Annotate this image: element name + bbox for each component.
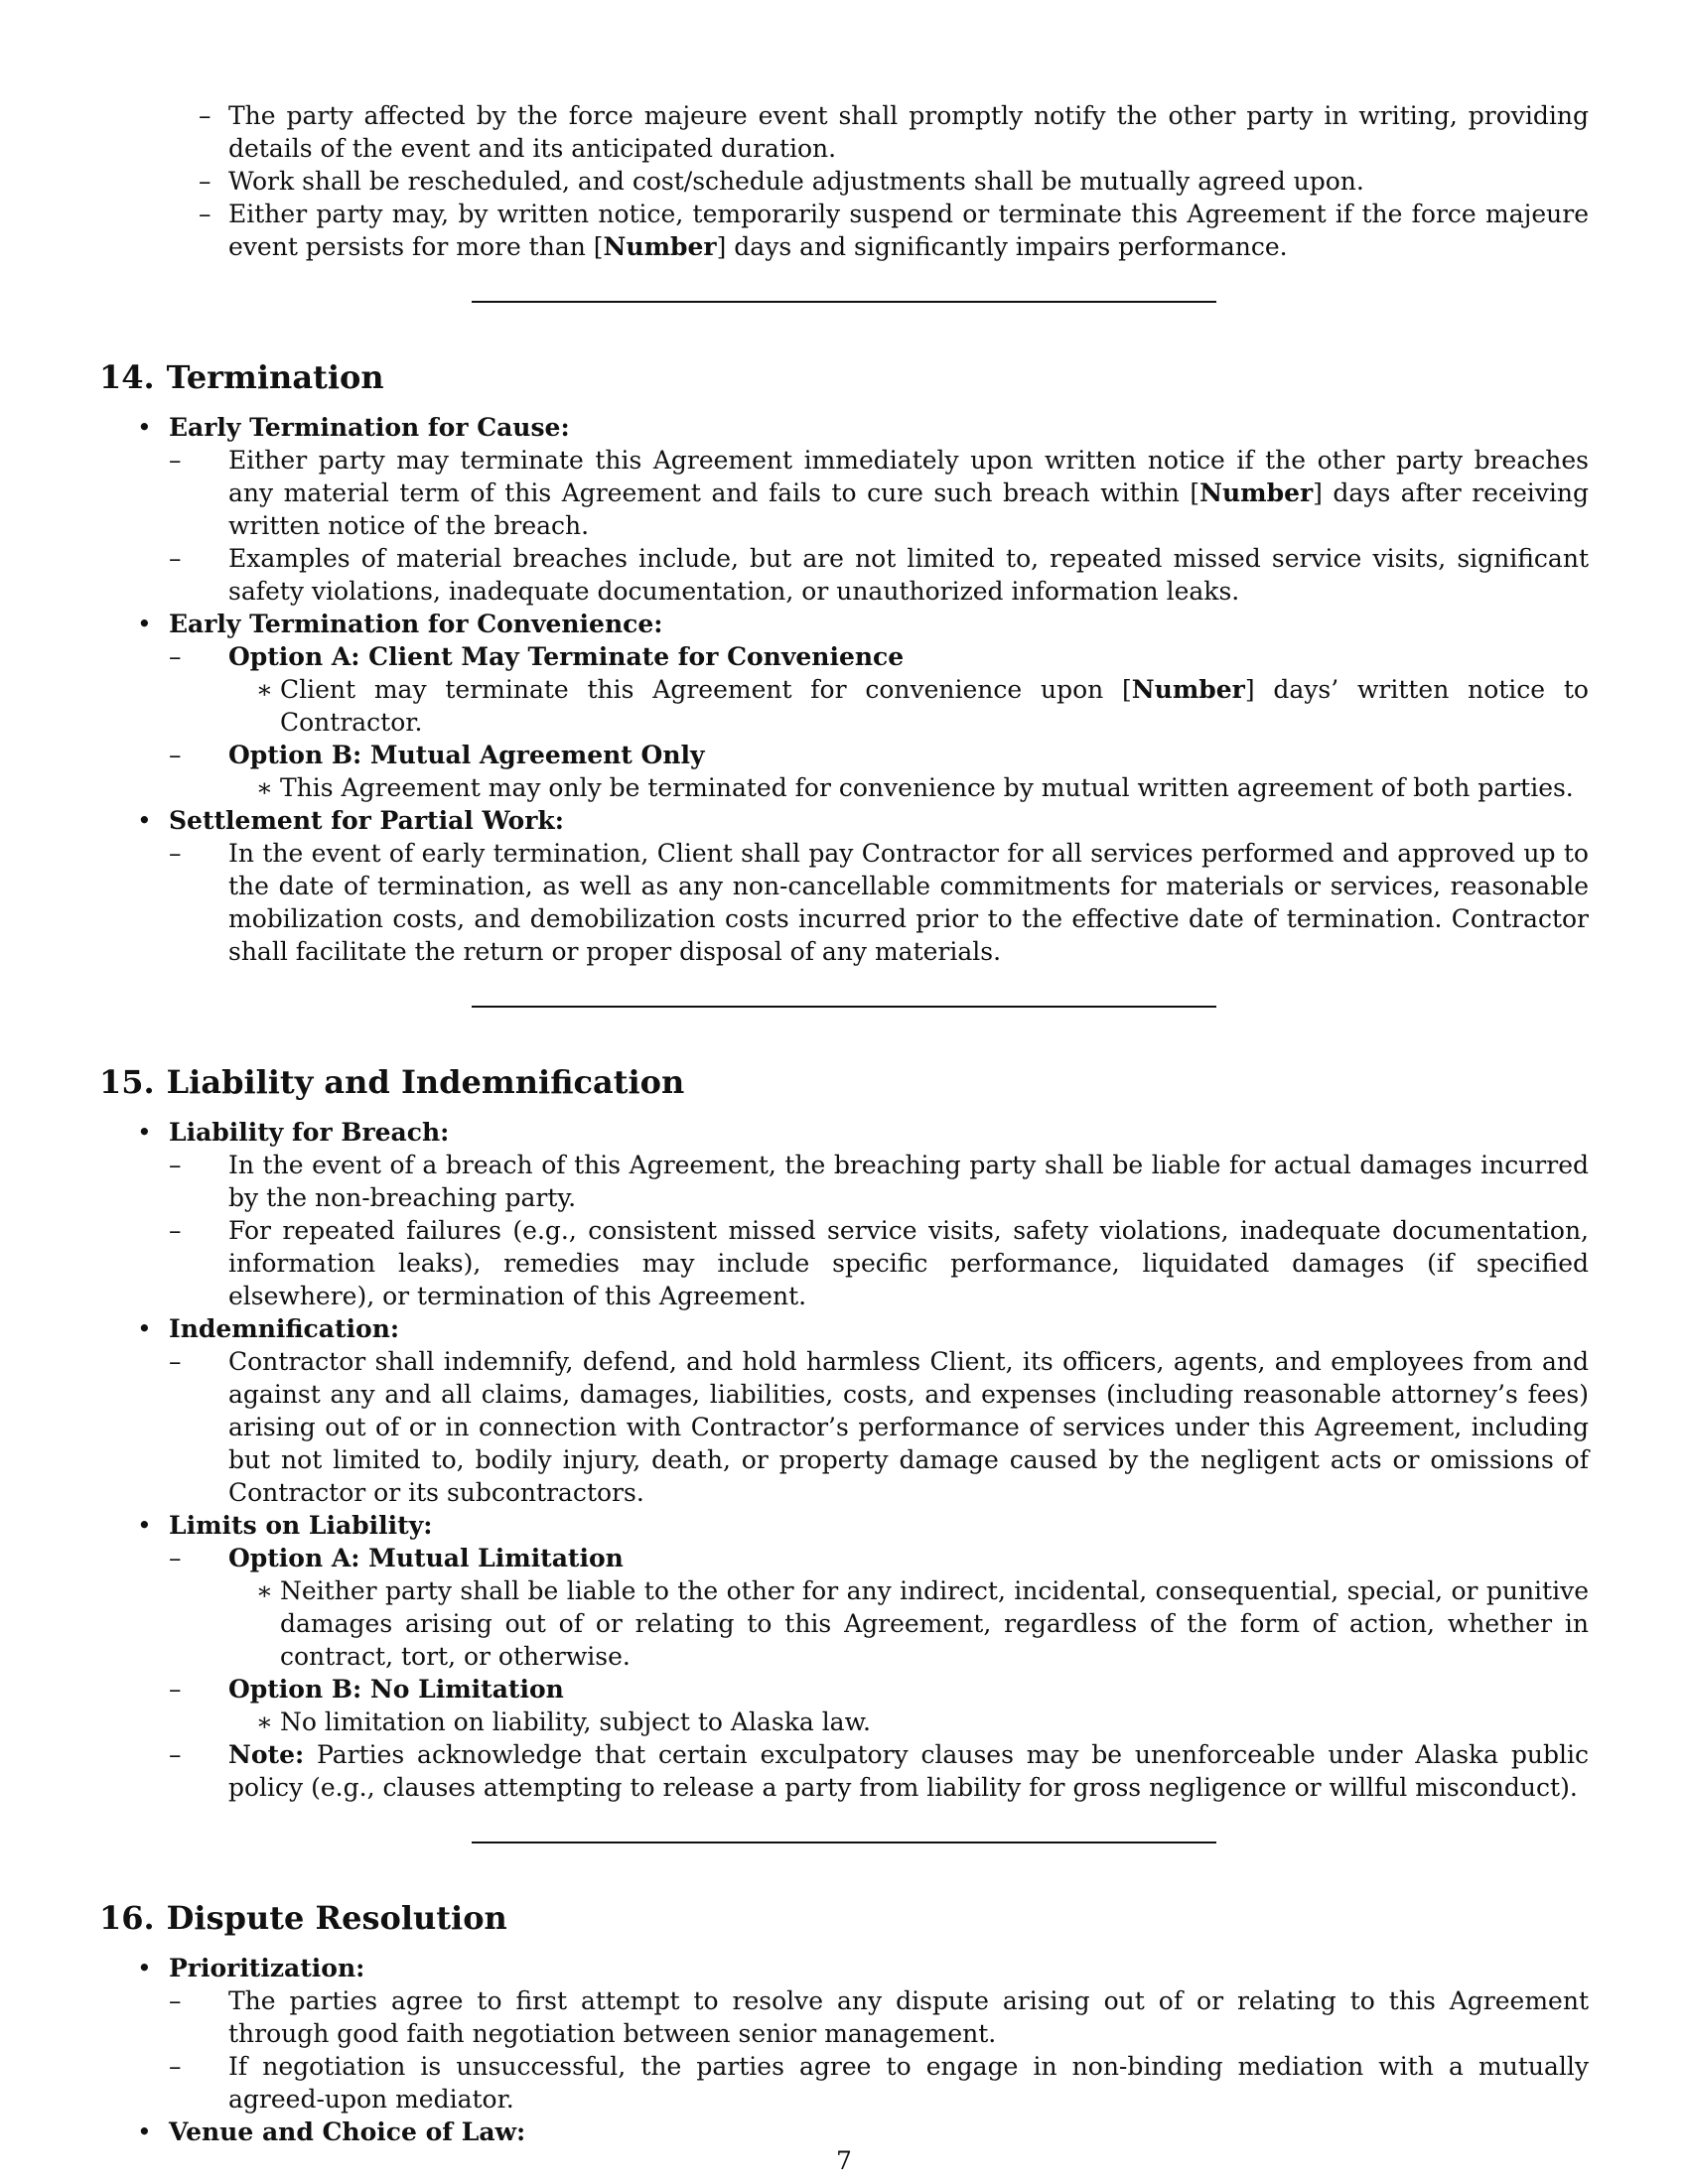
placeholder-number: Number [603,232,717,261]
list-item-text: ] days and significantly impairs performance. [716,232,1288,261]
item-label: Liability for Breach: [169,1118,450,1147]
section-divider [472,1842,1216,1843]
list-item [169,640,1589,739]
list-item-text: For repeated failures (e.g., consistent missed service visits, safety violations, inadequate documentation, information leaks), remedies may include specific performance, liquidated damages (if specified elsewhere), or termination of this Agreement. [228,1216,1589,1310]
list-item-text: In the event of early termination, Client shall pay Contractor for all services performed and approved up to the date of termination, as well as any non-cancellable commitments for materials or services, reasonable mobilization costs, and demobilization costs incurred prior to the effective date of termination. Contractor shall facilitate the return or proper disposal of any materials. [228,839,1589,966]
list-item [99,804,1589,968]
list-item-text: Either party may terminate this Agreement immediately upon written notice if the other party breaches any material term of this Agreement and fails to cure such breach within [ [228,446,1589,507]
page-number: 7 [836,2146,852,2175]
list-item [99,1116,1589,1312]
option-label: Option A: Mutual Limitation [228,1544,624,1572]
list-item [169,542,1589,608]
list-item [169,2050,1589,2116]
list-item [99,198,1589,263]
placeholder-number: Number [1131,675,1245,704]
item-label: Venue and Choice of Law: [169,2117,526,2146]
section-number: 16. [99,1899,155,1937]
list-item-text: ] days’ written notice to Contractor. [280,675,1589,737]
list-item-text: Neither party shall be liable to the other for any indirect, incidental, consequential, special, or punitive damages arising out of or relating to this Agreement, regardless of the form of action, whether in contract, tort, or otherwise. [280,1576,1589,1671]
list-item-text: Client may terminate this Agreement for convenience upon [ [280,675,1132,704]
list-item [169,1738,1589,1804]
section-heading-dispute-resolution [99,1898,1589,1938]
list-item-text: Work shall be rescheduled, and cost/schedule adjustments shall be mutually agreed upon. [228,167,1364,196]
list-item-text: If negotiation is unsuccessful, the parties agree to engage in non-binding mediation with a mutually agreed-upon mediator. [228,2052,1589,2114]
list-item-text: The party affected by the force majeure event shall promptly notify the other party in writing, providing details of the event and its anticipated duration. [228,101,1589,163]
list-item [169,444,1589,542]
list-item-text: Examples of material breaches include, but are not limited to, repeated missed service visits, significant safety violations, inadequate documentation, or unauthorized information leaks. [228,544,1589,606]
list-item [99,1312,1589,1509]
section-title: Termination [166,358,384,396]
list-item [169,1345,1589,1509]
section-title: Liability and Indemnification [166,1063,685,1101]
list-item [99,1509,1589,1804]
list-item-text: The parties agree to first attempt to resolve any dispute arising out of or relating to this Agreement through good faith negotiation between senior management. [228,1986,1589,2048]
option-label: Option B: Mutual Agreement Only [228,741,705,769]
dispute-list [99,1952,1589,2148]
section-heading-termination [99,357,1589,397]
list-item [99,1952,1589,2116]
list-item [99,165,1589,198]
list-item-text: ] days after receiving written notice of the breach. [228,478,1589,540]
option-label: Option B: No Limitation [228,1675,564,1704]
list-item [228,1706,1589,1738]
list-item [169,1984,1589,2050]
list-item-text: No limitation on liability, subject to Alaska law. [280,1707,871,1736]
item-label: Early Termination for Cause: [169,413,570,442]
force-majeure-continued-list [99,99,1589,263]
item-label: Indemnification: [169,1314,400,1343]
list-item [169,1673,1589,1738]
item-label: Settlement for Partial Work: [169,806,564,835]
list-item [228,771,1589,804]
list-item-text: Parties acknowledge that certain exculpatory clauses may be unenforceable under Alaska public policy (e.g., clauses attempting to release a party from liability for gross negligence or willful misconduct). [228,1740,1589,1802]
item-label: Prioritization: [169,1954,365,1982]
list-item [228,1574,1589,1673]
list-item [99,411,1589,608]
section-number: 14. [99,358,155,396]
list-item [228,673,1589,739]
page-content [99,99,1589,2148]
list-item-text: Contractor shall indemnify, defend, and hold harmless Client, its officers, agents, and employees from and against any and all claims, damages, liabilities, costs, and expenses (including reasonable attorney’s fees) arising out of or in connection with Contractor’s performance of services under this Agreement, including but not limited to, bodily injury, death, or property damage caused by the negligent acts or omissions of Contractor or its subcontractors. [228,1347,1589,1507]
list-item-text: Either party may, by written notice, temporarily suspend or terminate this Agreement if the force majeure event persists for more than [ [228,200,1589,261]
section-number: 15. [99,1063,155,1101]
liability-list [99,1116,1589,1804]
note-label: Note: [228,1740,305,1769]
list-item [169,1542,1589,1673]
termination-list [99,411,1589,968]
section-divider [472,301,1216,303]
item-label: Limits on Liability: [169,1511,433,1540]
item-label: Early Termination for Convenience: [169,610,663,638]
section-title: Dispute Resolution [166,1899,507,1937]
list-item [169,1149,1589,1214]
list-item [99,608,1589,804]
list-item [99,99,1589,165]
list-item [169,1214,1589,1312]
section-heading-liability [99,1062,1589,1102]
list-item-text: This Agreement may only be terminated for convenience by mutual written agreement of both parties. [280,773,1574,802]
placeholder-number: Number [1199,478,1314,507]
list-item-text: In the event of a breach of this Agreement, the breaching party shall be liable for actual damages incurred by the non-breaching party. [228,1151,1589,1212]
section-divider [472,1006,1216,1008]
list-item [169,837,1589,968]
option-label: Option A: Client May Terminate for Convenience [228,642,905,671]
list-item [169,739,1589,804]
